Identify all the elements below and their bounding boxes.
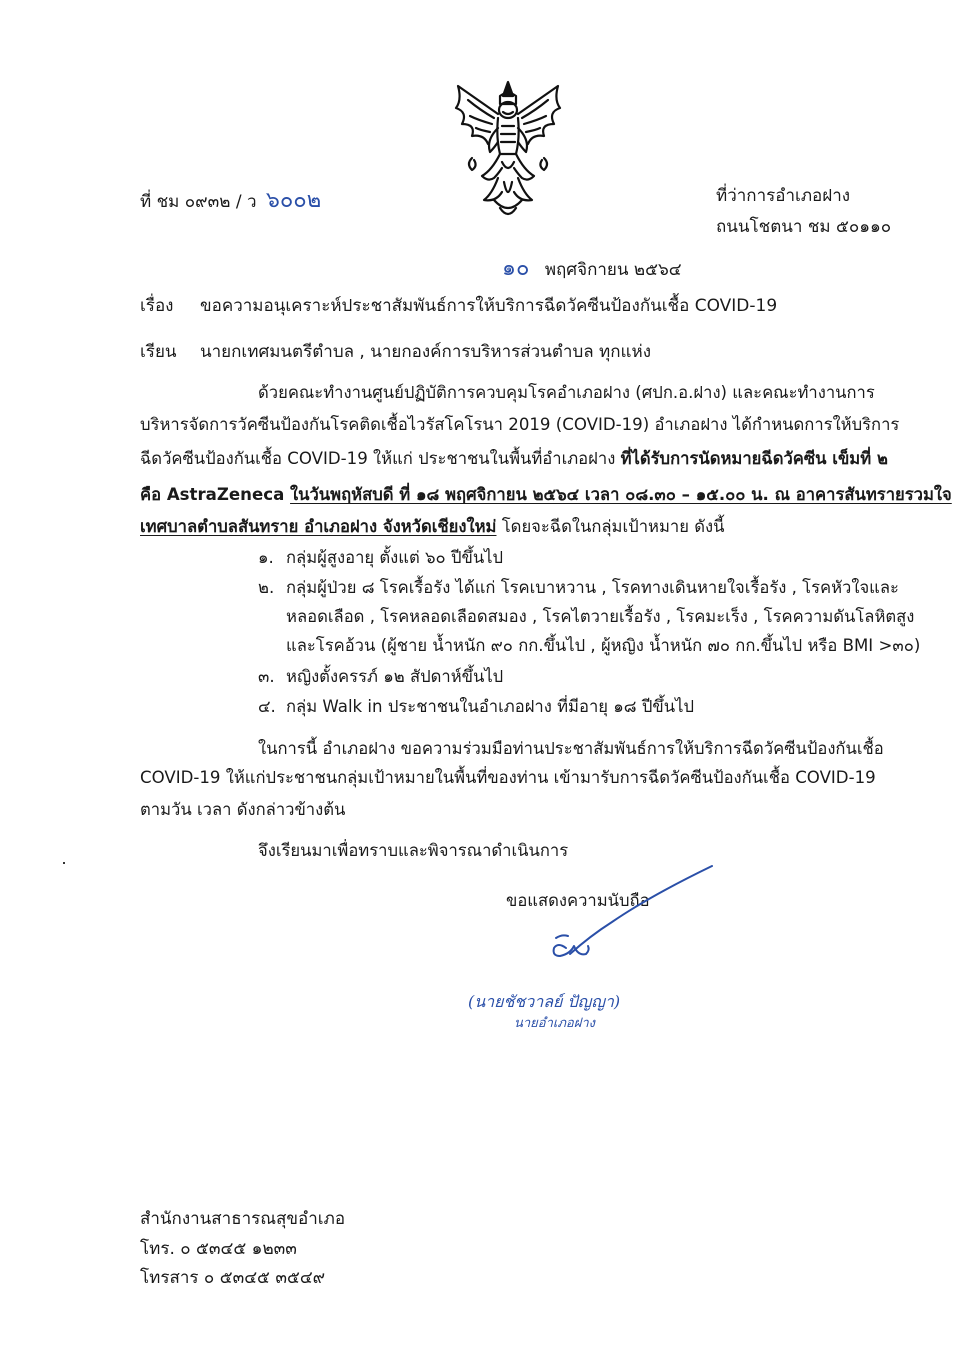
footer-fax: โทรสาร ๐ ๕๓๔๕ ๓๕๔๙ xyxy=(140,1268,326,1288)
list-item-number: ๔. xyxy=(258,697,276,716)
list-item-continuation: หลอดเลือด , โรคหลอดเลือดสมอง , โรคไตวายเรื้อรัง , โรคมะเร็ง , โรคความดันโลหิตสูง xyxy=(286,607,915,626)
signer-name: (นายชัชวาลย์ ปัญญา) xyxy=(468,992,621,1011)
subject-text: ขอความอนุเคราะห์ประชาสัมพันธ์การให้บริการฉีดวัคซีนป้องกันเชื้อ COVID-19 xyxy=(200,296,778,316)
footer-phone: โทร. ๐ ๕๓๔๕ ๑๒๓๓ xyxy=(140,1239,297,1259)
reference-number xyxy=(140,190,321,212)
paragraph2-line3: ตามวัน เวลา ดังกล่าวข้างต้น xyxy=(140,800,346,819)
handwritten-reference-number: ๖๐๐๒ xyxy=(265,188,322,213)
office-address: ถนนโชตนา ชม ๕๐๑๑๐ xyxy=(716,217,892,237)
recipient-label: เรียน xyxy=(140,342,177,362)
handwritten-signature xyxy=(530,862,720,972)
garuda-emblem-icon xyxy=(448,78,568,223)
list-item-number: ๒. xyxy=(258,578,275,597)
letter-date xyxy=(502,258,682,280)
list-item: กลุ่ม Walk in ประชาชนในอำเภอฝาง ที่มีอายุ ๑๘ ปีขึ้นไป xyxy=(286,697,694,716)
recipient-text: นายกเทศมนตรีตำบล , นายกองค์การบริหารส่วนตำบล ทุกแห่ง xyxy=(200,342,652,362)
signer-title: นายอำเภอฝาง xyxy=(514,1016,595,1031)
list-item: กลุ่มผู้ป่วย ๘ โรคเรื้อรัง ได้แก่ โรคเบาหวาน , โรคทางเดินหายใจเรื้อรัง , โรคหัวใจและ xyxy=(286,578,899,597)
paragraph1-line4 xyxy=(140,482,952,508)
appointment-datetime-location: ในวันพฤหัสบดี ที่ ๑๘ พฤศจิกายน ๒๕๖๔ เวลา ๐๘.๓๐ – ๑๕.๐๐ น. ณ อาคารสันทรายรวมใจ xyxy=(290,485,952,504)
office-name: ที่ว่าการอำเภอฝาง xyxy=(716,186,851,206)
paragraph1-line5-text: โดยจะฉีดในกลุ่มเป้าหมาย ดังนี้ xyxy=(496,517,725,536)
appointment-venue: เทศบาลตำบลสันทราย อำเภอฝาง จังหวัดเชียงใหม่ xyxy=(140,517,497,536)
footer-department: สำนักงานสาธารณสุขอำเภอ xyxy=(140,1209,346,1229)
closing-salutation: ขอแสดงความนับถือ xyxy=(506,891,650,910)
paragraph1-line1: ด้วยคณะทำงานศูนย์ปฏิบัติการควบคุมโรคอำเภอฝาง (ศปก.อ.ฝาง) และคณะทำงานการ xyxy=(258,383,875,402)
subject-label: เรื่อง xyxy=(140,296,174,316)
paragraph2-line2: COVID-19 ให้แก่ประชาชนกลุ่มเป้าหมายในพื้นที่ของท่าน เข้ามารับการฉีดวัคซีนป้องกันเชื้อ COVID-19 xyxy=(140,768,876,787)
paragraph1-line3-bold: ที่ได้รับการนัดหมายฉีดวัคซีน เข็มที่ ๒ xyxy=(620,449,888,468)
paragraph1-line2: บริหารจัดการวัคซีนป้องกันโรคติดเชื้อไวรัสโคโรนา 2019 (COVID-19) อำเภอฝาง ได้กำหนดการให้บริการ xyxy=(140,415,900,434)
paragraph1-line3 xyxy=(140,446,888,472)
date-month-year: พฤศจิกายน ๒๕๖๔ xyxy=(544,260,682,280)
list-item: กลุ่มผู้สูงอายุ ตั้งแต่ ๖๐ ปีขึ้นไป xyxy=(286,548,504,567)
paragraph2-line1: ในการนี้ อำเภอฝาง ขอความร่วมมือท่านประชาสัมพันธ์การให้บริการฉีดวัคซีนป้องกันเชื้อ xyxy=(258,739,884,758)
handwritten-date-day: ๑๐ xyxy=(502,256,530,281)
stray-dot xyxy=(63,862,65,864)
reference-prefix: ที่ ชม ๐๙๓๒ / ว xyxy=(140,192,257,212)
list-item: หญิงตั้งครรภ์ ๑๒ สัปดาห์ขึ้นไป xyxy=(286,667,504,686)
paragraph1-line5 xyxy=(140,514,724,540)
paragraph1-line3-text: ฉีดวัคซีนป้องกันเชื้อ COVID-19 ให้แก่ ประชาชนในพื้นที่อำเภอฝาง xyxy=(140,449,621,468)
paragraph1-line4-bold: คือ AstraZeneca xyxy=(140,485,291,504)
list-item-number: ๓. xyxy=(258,667,275,686)
list-item-continuation: และโรคอ้วน (ผู้ชาย น้ำหนัก ๙๐ กก.ขึ้นไป , ผู้หญิง น้ำหนัก ๗๐ กก.ขึ้นไป หรือ BMI >๓๐) xyxy=(286,636,921,655)
closing-request: จึงเรียนมาเพื่อทราบและพิจารณาดำเนินการ xyxy=(258,841,569,860)
list-item-number: ๑. xyxy=(258,548,274,567)
